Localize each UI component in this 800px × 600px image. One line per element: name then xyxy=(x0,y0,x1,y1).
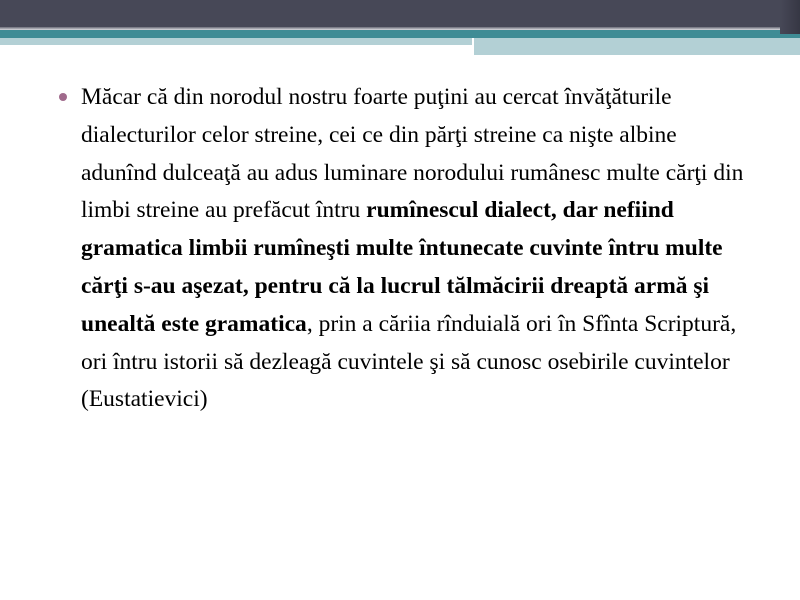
light-accent-bar-left xyxy=(0,38,472,45)
accent-bar xyxy=(0,30,800,38)
text-segment-bold: rumînescul dialect, dar nefiind gramatica limbii rumîneşti multe întunecate cuvinte întru multe cărţi s-au aşezat, pentru că la lucrul tălmăcirii dreaptă armă şi unealtă este gramatica xyxy=(81,197,723,337)
bullet-dot-icon xyxy=(59,93,67,101)
text-segment-intro: Măcar că din norodul nostru foarte puţini au cercat învăţăturile dialecturilor celor streine, cei ce din părţi streine ca nişte albine adunînd dulceaţă au adus luminare norodului rumânesc multe cărţi din limbi streine au prefăcut întru xyxy=(81,84,744,224)
slide-content xyxy=(57,79,757,419)
text-segment-outro: , prin a căriia rînduială ori în Sfînta Scriptură, ori întru istorii să dezleagă cuvintele şi să cunosc osebirile cuvintelor (Eustatievici) xyxy=(81,310,737,413)
header-band xyxy=(0,0,800,27)
light-accent-bar-right xyxy=(474,38,800,55)
bullet-paragraph xyxy=(57,79,757,419)
corner-shade xyxy=(780,0,800,34)
